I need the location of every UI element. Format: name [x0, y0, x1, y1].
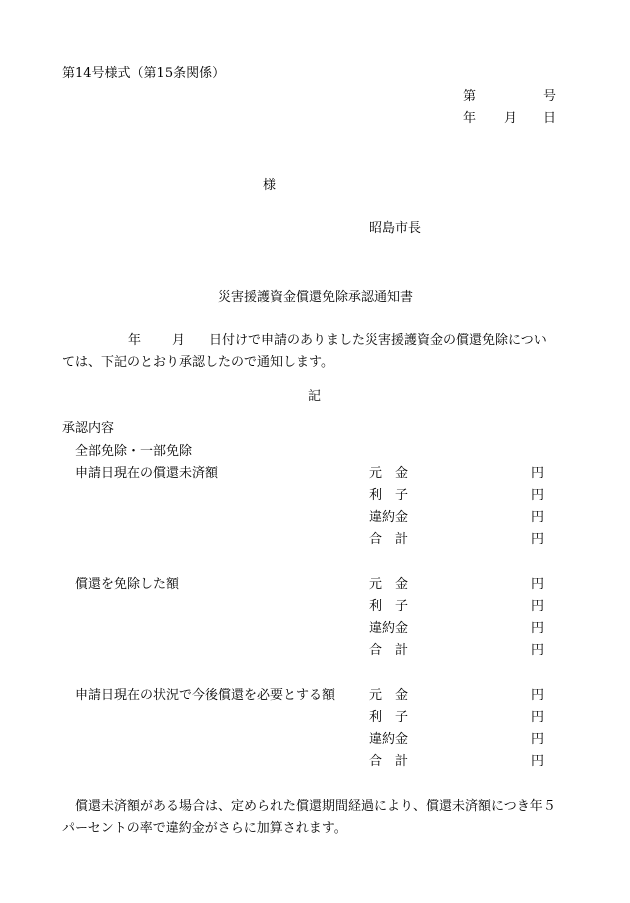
- note-line2: パーセントの率で違約金がさらに加算されます。: [62, 821, 347, 836]
- document-title: 災害援護資金償還免除承認通知書: [218, 290, 414, 305]
- row-item: 利 子: [369, 488, 409, 503]
- number-prefix: 第: [463, 89, 477, 104]
- note-line1: 償還未済額がある場合は、定められた償還期間経過により、償還未済額につき年５: [75, 799, 556, 814]
- row-item: 違約金: [369, 621, 409, 636]
- row-item: 元 金: [369, 466, 409, 481]
- row-item: 合 計: [369, 754, 409, 769]
- form-label: 第14号様式（第15条関係）: [62, 66, 226, 81]
- section-label: 申請日現在の状況で今後償還を必要とする額: [75, 688, 336, 703]
- row-item: 元 金: [369, 688, 409, 703]
- intro-text-line2: ては、下記のとおり承認したので通知します。: [62, 355, 334, 370]
- row-unit: 円: [531, 599, 545, 614]
- ki-heading: 記: [308, 389, 322, 404]
- row-item: 違約金: [369, 510, 409, 525]
- row-unit: 円: [531, 688, 545, 703]
- exemption-type: 全部免除・一部免除: [75, 444, 193, 459]
- section-label: 申請日現在の償還未済額: [75, 466, 219, 481]
- sender-title: 昭島市長: [369, 221, 422, 236]
- intro-year-label: 年: [128, 333, 142, 348]
- date-year-label: 年: [463, 111, 477, 126]
- row-item: 利 子: [369, 710, 409, 725]
- row-item: 違約金: [369, 732, 409, 747]
- row-item: 利 子: [369, 599, 409, 614]
- date-day-label: 日: [543, 111, 557, 126]
- approval-heading: 承認内容: [62, 421, 115, 436]
- row-item: 元 金: [369, 577, 409, 592]
- row-item: 合 計: [369, 643, 409, 658]
- intro-text-line1: 日付けで申請のありました災害援護資金の償還免除につい: [209, 333, 547, 348]
- row-unit: 円: [531, 510, 545, 525]
- date-month-label: 月: [504, 111, 518, 126]
- row-unit: 円: [531, 466, 545, 481]
- number-suffix: 号: [543, 89, 557, 104]
- row-unit: 円: [531, 532, 545, 547]
- row-unit: 円: [531, 754, 545, 769]
- row-unit: 円: [531, 577, 545, 592]
- row-unit: 円: [531, 621, 545, 636]
- row-unit: 円: [531, 732, 545, 747]
- row-unit: 円: [531, 643, 545, 658]
- intro-month-label: 月: [172, 333, 186, 348]
- row-unit: 円: [531, 710, 545, 725]
- addressee-honorific: 様: [263, 178, 277, 193]
- row-item: 合 計: [369, 532, 409, 547]
- section-label: 償還を免除した額: [75, 577, 180, 592]
- row-unit: 円: [531, 488, 545, 503]
